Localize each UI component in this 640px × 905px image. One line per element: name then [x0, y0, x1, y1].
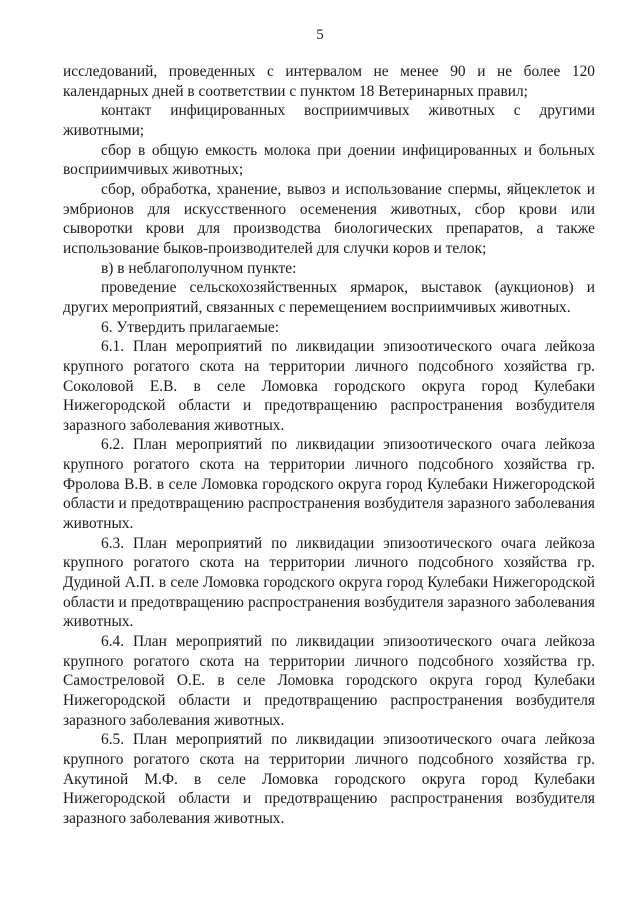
paragraph-subitem-v: в) в неблагополучном пункте:	[101, 259, 297, 277]
paragraph-item-6-2: 6.2. План мероприятий по ликвидации эпизоотического очага лейкоза крупного рогатого скота на территории личного подсобного хозяйства гр. Фролова В.В. в селе Ломовка городского округа город Кулебаки Нижегородской области и предотвращению распространения возбудителя заразного заболевания животных.	[63, 436, 595, 533]
paragraph-milk-collection: сбор в общую емкость молока при доении инфицированных и больных восприимчивых животных;	[63, 141, 595, 179]
paragraph-item-6-4: 6.4. План мероприятий по ликвидации эпизоотического очага лейкоза крупного рогатого скота на территории личного подсобного хозяйства гр. Самостреловой О.Е. в селе Ломовка городского округа город Кулебаки Нижегородской области и предотвращению распространения возбудителя заразного заболевания животных.	[63, 633, 595, 729]
document-body	[63, 62, 595, 829]
paragraph-sperm-collection: сбор, обработка, хранение, вывоз и использование спермы, яйцеклеток и эмбрионов для искусственного осеменения животных, сбор крови или сыворотки крови для производства биологических препаратов, а также использование быков-производителей для случки коров и телок;	[63, 180, 595, 257]
paragraph-item-6-3: 6.3. План мероприятий по ликвидации эпизоотического очага лейкоза крупного рогатого скота на территории личного подсобного хозяйства гр. Дудиной А.П. в селе Ломовка городского округа город Кулебаки Нижегородской области и предотвращению распространения возбудителя заразного заболевания животных.	[63, 534, 595, 631]
paragraph-continuation: исследований, проведенных с интервалом не менее 90 и не более 120 календарных дней в соответствии с пунктом 18 Ветеринарных правил;	[63, 63, 595, 100]
paragraph-item-6-5: 6.5. План мероприятий по ликвидации эпизоотического очага лейкоза крупного рогатого скота на территории личного подсобного хозяйства гр. Акутиной М.Ф. в селе Ломовка городского округа город Кулебаки Нижегородской области и предотвращению распространения возбудителя заразного заболевания животных.	[63, 731, 595, 827]
page-number: 5	[316, 27, 324, 43]
paragraph-fairs: проведение сельскохозяйственных ярмарок, выставок (аукционов) и других мероприятий, связанных с перемещением восприимчивых животных.	[63, 279, 595, 316]
paragraph-item-6-1: 6.1. План мероприятий по ликвидации эпизоотического очага лейкоза крупного рогатого скота на территории личного подсобного хозяйства гр. Соколовой Е.В. в селе Ломовка городского округа город Кулебаки Нижегородской области и предотвращению распространения возбудителя заразного заболевания животных.	[63, 338, 595, 434]
paragraph-contact: контакт инфицированных восприимчивых животных с другими животными;	[63, 102, 595, 139]
paragraph-item-6: 6. Утвердить прилагаемые:	[101, 318, 280, 336]
